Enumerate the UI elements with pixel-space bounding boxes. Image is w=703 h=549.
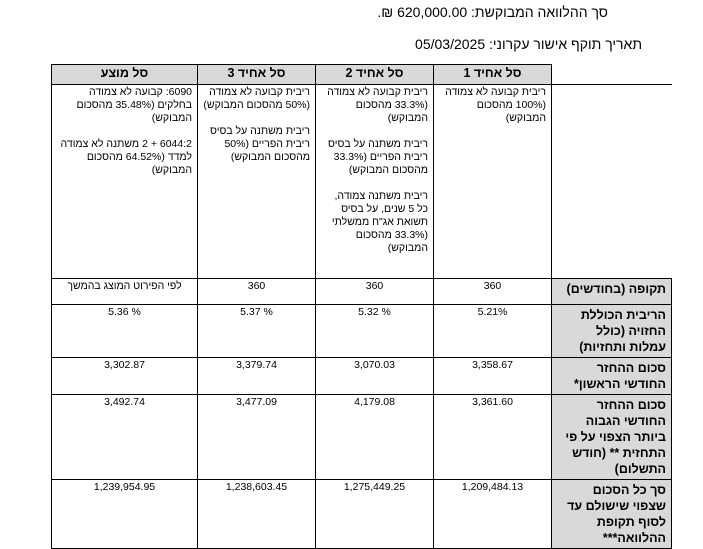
value-cell: 3,361.60	[434, 395, 552, 480]
value-cell: 1,275,449.25	[316, 480, 434, 549]
composition-cell-basket-1	[434, 85, 552, 279]
table-row-max-payment	[52, 395, 672, 480]
column-header-basket-3: סל אחיד 3	[198, 65, 316, 85]
value-cell: 360	[198, 279, 316, 305]
value-cell: 3,477.09	[198, 395, 316, 480]
approval-date-label: תאריך תוקף אישור עקרוני:	[489, 36, 642, 52]
loan-amount-value: 620,000.00	[397, 4, 468, 20]
value-cell: 3,379.74	[198, 358, 316, 395]
table-row-total-interest	[52, 305, 672, 358]
composition-cell-basket-3	[198, 85, 316, 279]
table-header-row	[52, 65, 672, 85]
loan-amount-line	[377, 4, 608, 20]
approval-date-line	[415, 36, 642, 52]
column-header-basket-1: סל אחיד 1	[434, 65, 552, 85]
row-label-total-interest: הריבית הכוללת החזויה (כולל עמלות ותחזיות)	[552, 305, 672, 358]
composition-text: ריבית קבועה לא צמודה (50% מהסכום המבוקש)	[203, 86, 310, 111]
column-header-proposed-basket: סל מוצע	[52, 65, 198, 85]
value-cell: % 5.37	[198, 305, 316, 358]
value-cell: 1,238,603.45	[198, 480, 316, 549]
table-corner-cell	[552, 65, 672, 85]
table-row-period	[52, 279, 672, 305]
composition-text: 6044:2 + 2 משתנה לא צמודה למדד (64.52% מהסכום המבוקש)	[60, 138, 192, 176]
value-cell: % 5.36	[52, 305, 198, 358]
composition-empty-cell	[552, 85, 672, 279]
mortgage-comparison-table	[51, 64, 672, 549]
value-cell: 3,302.87	[52, 358, 198, 395]
composition-cell-proposed	[52, 85, 198, 279]
value-cell: 3,070.03	[316, 358, 434, 395]
composition-text: ריבית קבועה לא צמודה (100% מהסכום המבוקש)	[445, 86, 546, 124]
value-cell: 3,492.74	[52, 395, 198, 480]
composition-text: 6090: קבועה לא צמודה בחלקים (35.48% מהסכום המבוקש)	[76, 86, 192, 124]
table-row-composition	[52, 85, 672, 279]
loan-amount-label: סך ההלוואה המבוקשת:	[471, 4, 608, 20]
row-label-first-payment: סכום ההחזר החודשי הראשון*	[552, 358, 672, 395]
value-cell: 1,239,954.95	[52, 480, 198, 549]
value-cell: 5.21%	[434, 305, 552, 358]
table-row-total-repayment	[52, 480, 672, 549]
value-cell: 3,358.67	[434, 358, 552, 395]
value-cell: 360	[316, 279, 434, 305]
value-cell: 4,179.08	[316, 395, 434, 480]
value-cell: 1,209,484.13	[434, 480, 552, 549]
column-header-basket-2: סל אחיד 2	[316, 65, 434, 85]
composition-text: ריבית משתנה על בסיס ריבית הפריים (33.3% מהסכום המבוקש)	[328, 138, 428, 176]
value-cell: 360	[434, 279, 552, 305]
composition-cell-basket-2	[316, 85, 434, 279]
value-cell: לפי הפירוט המוצג בהמשך	[52, 279, 198, 305]
composition-text: ריבית משתנה על בסיס ריבית הפריים (50% מהסכום המבוקש)	[210, 125, 310, 163]
row-label-total-repayment: סך כל הסכום שצפוי שישולם עד לסוף תקופת ההלוואה***	[552, 480, 672, 549]
table-row-first-payment	[52, 358, 672, 395]
currency-symbol: ₪.	[377, 4, 394, 20]
composition-text: ריבית קבועה לא צמודה (33.3% מהסכום המבוקש)	[327, 86, 428, 124]
value-cell: % 5.32	[316, 305, 434, 358]
row-label-period: תקופה (בחודשים)	[552, 279, 672, 305]
approval-date-value: 05/03/2025	[415, 36, 486, 52]
row-label-max-payment: סכום ההחזר החודשי הגבוה ביותר הצפוי על פי התחזית ** (חודש התשלום)	[552, 395, 672, 480]
composition-text: ריבית משתנה צמודה, כל 5 שנים, על בסיס תשואת אג"ח ממשלתי (33.3% מהסכום המבוקש)	[331, 190, 428, 254]
